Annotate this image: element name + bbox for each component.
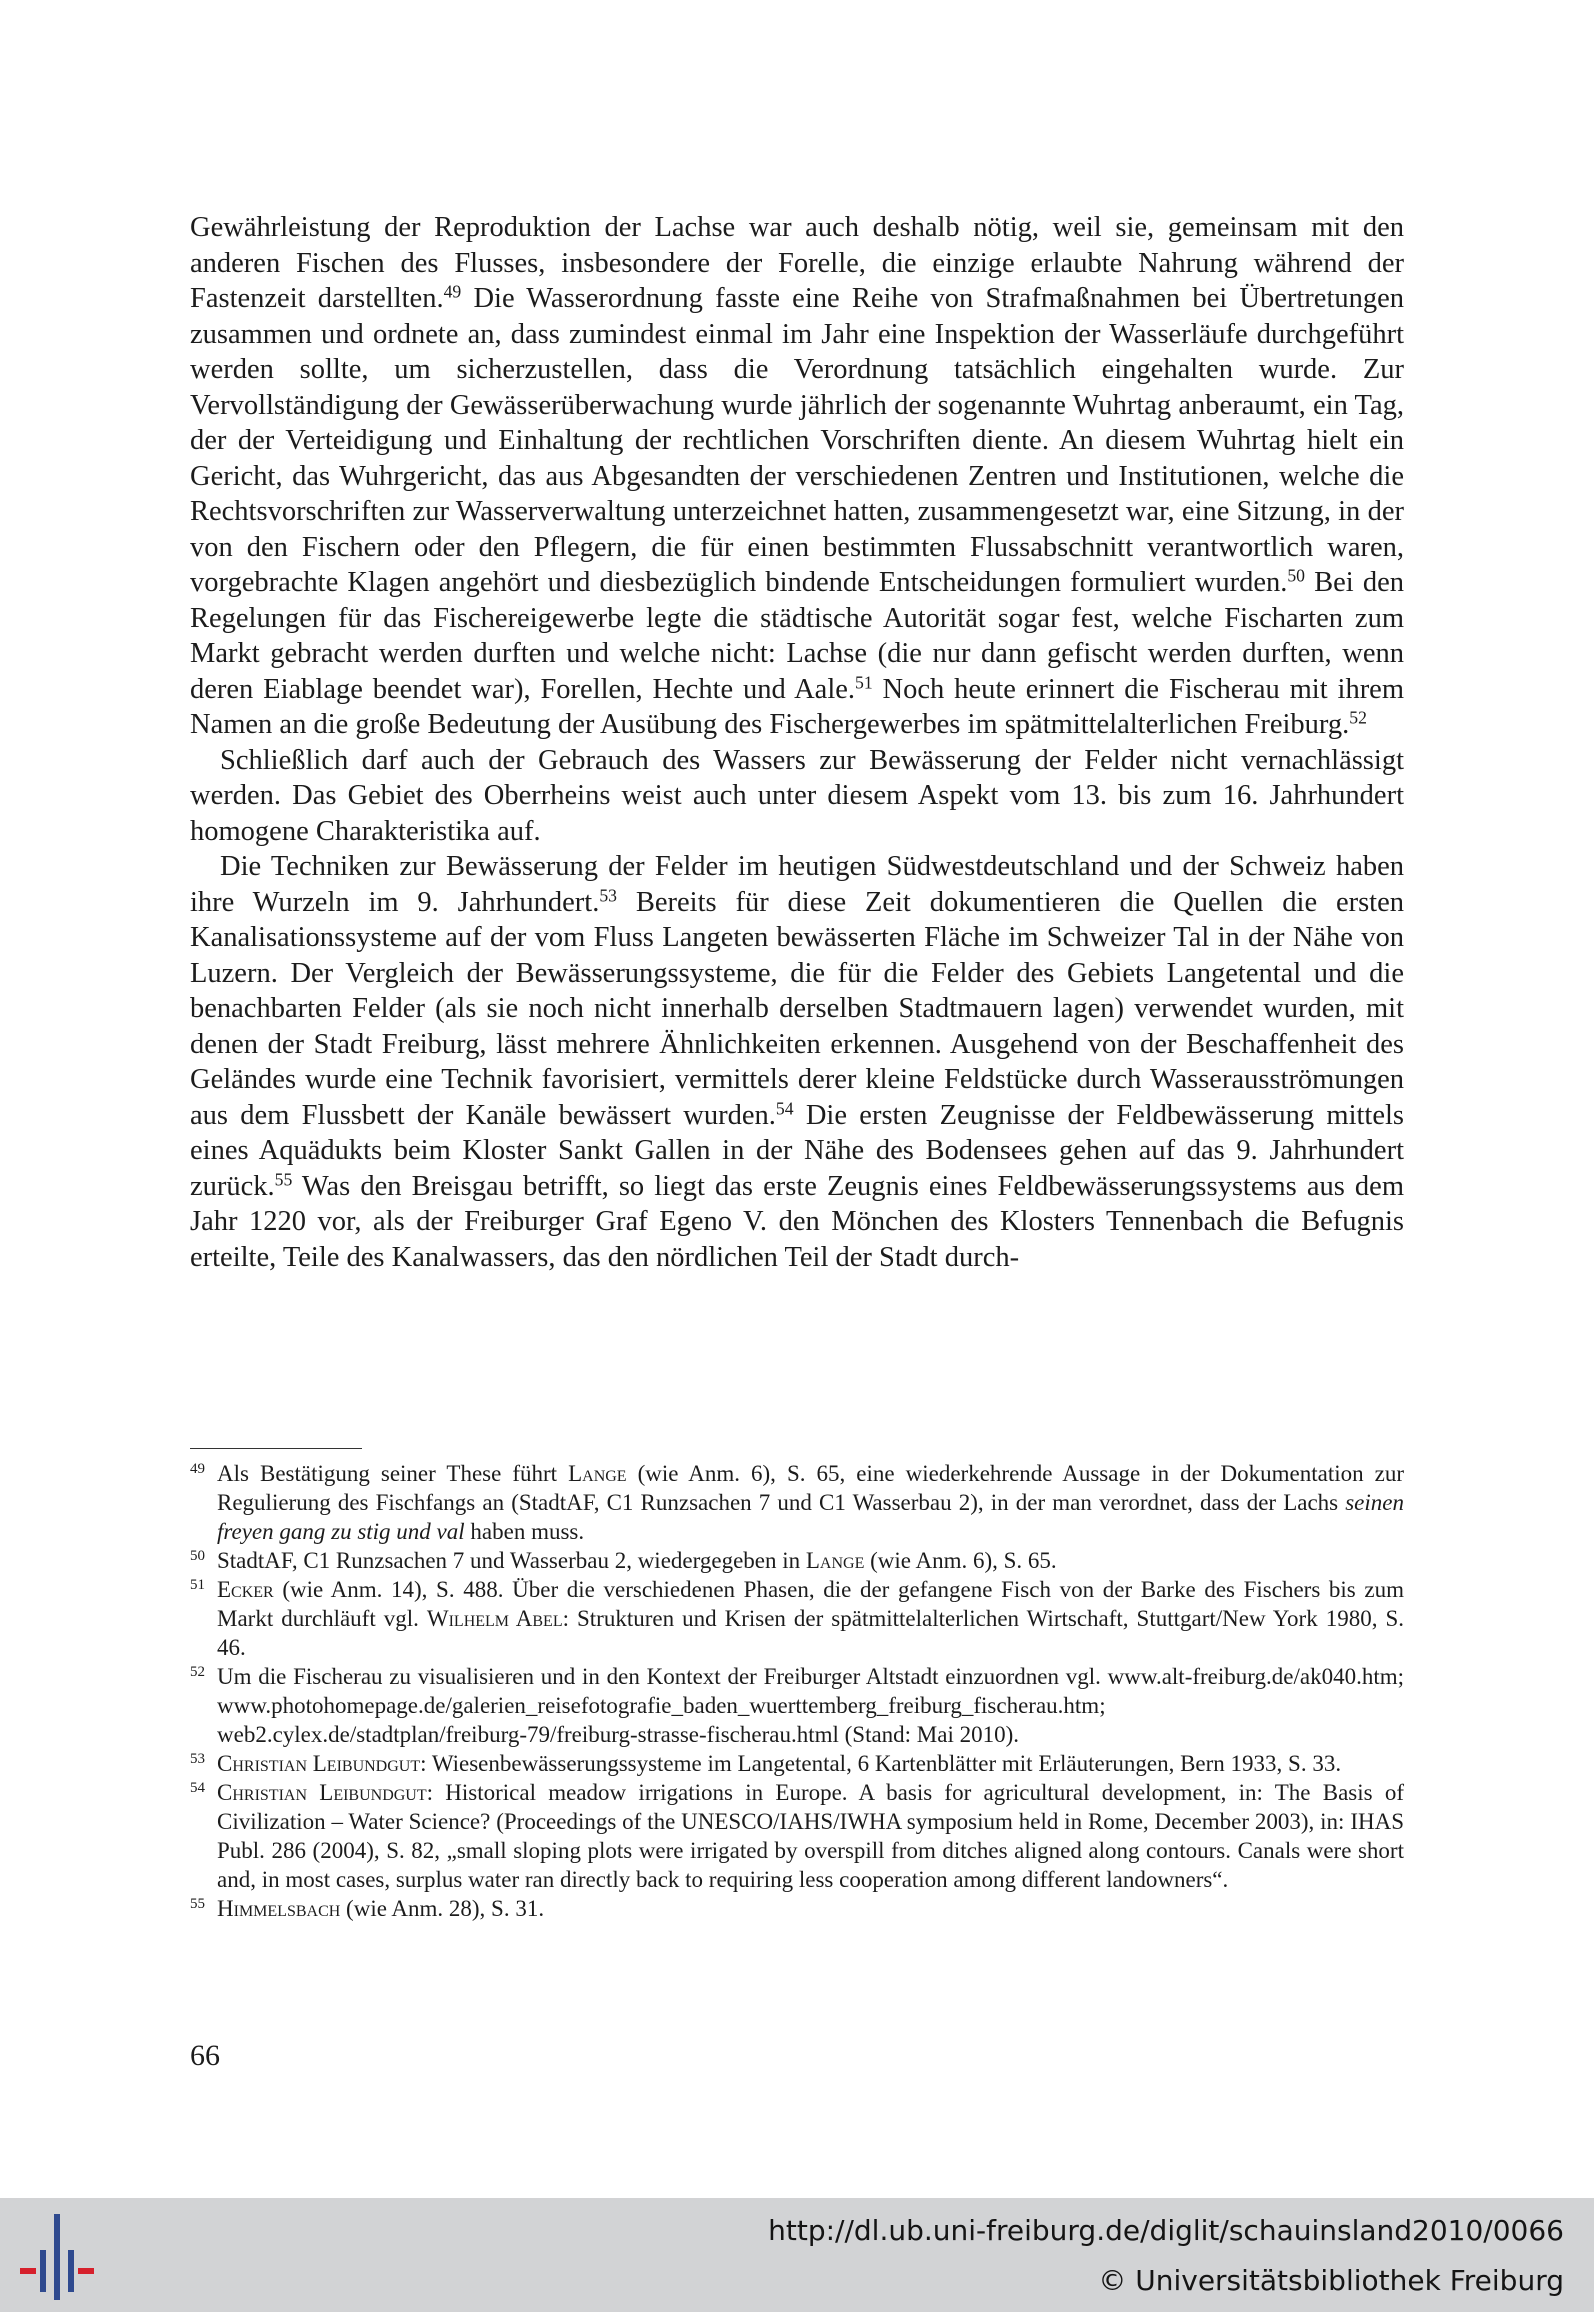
text-run: StadtAF, C1 Runzsachen 7 und Wasserbau 2, wiedergegeben in bbox=[217, 1548, 806, 1573]
text-run: (wie Anm. 6), S. 65. bbox=[864, 1548, 1057, 1573]
text-run: Bei den Regelungen für das Fischereigewerbe legte die städtische Autorität sogar fest, welche Fischarten zum Markt gebracht werden durften und welche nicht: Lachse (die nur dann gefischt werden durften, wenn deren Eiablage beendet war), Forellen, Hechte und Aale. bbox=[190, 567, 1404, 705]
footnote-reference: 53 bbox=[599, 884, 617, 905]
text-run: Gewährleistung der Reproduktion der Lachse war auch deshalb nötig, weil sie, gemeinsam mit den anderen Fischen des Flusses, insbesondere der Forelle, die einzige erlaubte Nahrung während der Fastenzeit darstellten. bbox=[190, 212, 1404, 314]
footnote-reference: 54 bbox=[775, 1097, 794, 1118]
quoted-phrase: seinen freyen gang zu stig und val bbox=[217, 1490, 1404, 1544]
footnote-number: 51 bbox=[190, 1577, 205, 1593]
author-name: Himmelsbach bbox=[217, 1896, 341, 1921]
text-run: Als Bestätigung seiner These führt bbox=[217, 1461, 569, 1486]
logo-bar bbox=[20, 2268, 36, 2274]
text-run: Schließlich darf auch der Gebrauch des Wassers zur Bewässerung der Felder nicht vernachlässigt werden. Das Gebiet des Oberrheins weist auch unter diesem Aspekt vom 13. bis zum 16. Jahrhundert homogene Charakteristika auf. bbox=[190, 744, 1404, 847]
text-run: : Strukturen und Krisen der spätmittelalterlichen Wirtschaft, Stuttgart/New York 1980, S. 46. bbox=[217, 1606, 1404, 1660]
body-paragraph bbox=[190, 849, 1404, 1275]
text-run: (wie Anm. 6), S. 65, eine wiederkehrende Aussage in der Dokumentation zur Regulierung des Fischfangs an (StadtAF, C1 Runzsachen 7 und C1 Wasserbau 2), in der man verordnet, dass der Lachs bbox=[217, 1461, 1404, 1515]
text-run: Bereits für diese Zeit dokumentieren die Quellen die ersten Kanalisationssysteme auf der vom Fluss Langeten bewässerten Fläche im Schweizer Tal in der Nähe von Luzern. Der Vergleich der Bewässerungssysteme, die für die Felder des Gebiets Langetental und die benachbarten Felder (als sie noch nicht innerhalb derselben Stadtmauern lagen) verwendet wurden, mit denen der Stadt Freiburg, lässt mehrere Ähnlichkeiten erkennen. Ausgehend von der Beschaffenheit des Geländes wurde eine Technik favorisiert, vermittels derer kleine Feldstücke durch Wasserausströmungen aus dem Flussbett der Kanäle bewässert wurden. bbox=[190, 886, 1405, 1131]
text-run: Um die Fischerau zu visualisieren und in den Kontext der Freiburger Altstadt einzuordnen vgl. www.alt-freiburg.de/ak040.htm; www.photohomepage.de/galerien_reisefotografie_baden_wuerttemberg_freiburg_fischerau.htm; web2.cylex.de/stadtplan/freiburg-79/freiburg-strasse-fischerau.html (Stand: Mai 2010). bbox=[217, 1664, 1404, 1747]
text-run: Noch heute erinnert die Fischerau mit ihrem Namen an die große Bedeutung der Ausübung des Fischergewerbes im spätmittelalterlichen Freiburg. bbox=[190, 673, 1405, 740]
footnote bbox=[190, 1749, 1404, 1778]
logo-bar bbox=[40, 2250, 46, 2292]
body-paragraph bbox=[190, 210, 1404, 743]
author-name: Christian Leibundgut bbox=[217, 1780, 427, 1805]
footnote-reference: 55 bbox=[274, 1168, 293, 1189]
footnote bbox=[190, 1662, 1404, 1749]
author-name: Lange bbox=[805, 1548, 865, 1573]
footnote-number: 52 bbox=[190, 1664, 205, 1680]
footnotes bbox=[190, 1459, 1404, 1923]
author-name: Ecker bbox=[217, 1577, 274, 1602]
footnote-reference: 50 bbox=[1287, 565, 1305, 586]
footnote-reference: 49 bbox=[443, 281, 462, 302]
footer-url-link[interactable]: http://dl.ub.uni-freiburg.de/diglit/schauinsland2010/0066 bbox=[768, 2214, 1564, 2247]
footnote-number: 50 bbox=[190, 1548, 205, 1564]
author-name: Lange bbox=[568, 1461, 627, 1486]
footnote bbox=[190, 1575, 1404, 1662]
footer-copyright: © Universitätsbibliothek Freiburg bbox=[1098, 2264, 1564, 2297]
footnote bbox=[190, 1894, 1404, 1923]
footnote-number: 49 bbox=[190, 1461, 205, 1477]
body-text bbox=[190, 210, 1404, 1275]
footer-bar bbox=[0, 2198, 1594, 2312]
text-run: (wie Anm. 28), S. 31. bbox=[340, 1896, 545, 1921]
footnote-reference: 52 bbox=[1349, 707, 1367, 728]
footnote-separator bbox=[190, 1448, 362, 1449]
footnote bbox=[190, 1778, 1404, 1894]
text-run: (wie Anm. 14), S. 488. Über die verschiedenen Phasen, die der gefangene Fisch von der Barke des Fischers bis zum Markt durchläuft vgl. bbox=[217, 1577, 1404, 1631]
footnote bbox=[190, 1459, 1404, 1546]
text-run: Die Techniken zur Bewässerung der Felder im heutigen Südwestdeutschland und der Schweiz haben ihre Wurzeln im 9. Jahrhundert. bbox=[190, 851, 1404, 918]
footnote-reference: 51 bbox=[855, 671, 873, 692]
logo-bar bbox=[78, 2268, 94, 2274]
text-run: : Wiesenbewässerungssysteme im Langetental, 6 Kartenblätter mit Erläuterungen, Bern 1933, S. 33. bbox=[420, 1751, 1342, 1776]
text-run: haben muss. bbox=[464, 1519, 585, 1544]
text-run: Was den Breisgau betrifft, so liegt das erste Zeugnis eines Feldbewässerungssystems aus dem Jahr 1220 vor, als der Freiburger Graf Egeno V. den Mönchen des Klosters Tennenbach die Befugnis erteilte, Teile des Kanalwassers, das den nördlichen Teil der Stadt durch- bbox=[190, 1170, 1404, 1273]
author-name: Wilhelm Abel bbox=[426, 1606, 563, 1631]
footnote-number: 55 bbox=[190, 1896, 205, 1912]
text-run: Die Wasserordnung fasste eine Reihe von Strafmaßnahmen bei Übertretungen zusammen und ordnete an, dass zumindest einmal im Jahr eine Inspektion der Wasserläufe durchgeführt werden sollte, um sicherzustellen, dass die Verordnung tatsächlich eingehalten wurde. Zur Vervollständigung der Gewässerüberwachung wurde jährlich der sogenannte Wuhrtag anberaumt, ein Tag, der der Verteidigung und Einhaltung der rechtlichen Vorschriften diente. An diesem Wuhrtag hielt ein Gericht, das Wuhrgericht, das aus Abgesandten der verschiedenen Zentren und Institutionen, welche die Rechtsvorschriften zur Wasserverwaltung unterzeichnet hatten, zusammengesetzt war, eine Sitzung, in der von den Fischern oder den Pflegern, die für einen bestimmten Flussabschnitt verantwortlich waren, vorgebrachte Klagen angehört und diesbezüglich bindende Entscheidungen formuliert wurden. bbox=[190, 283, 1405, 598]
text-run: Die ersten Zeugnisse der Feldbewässerung mittels eines Aquädukts beim Kloster Sankt Gallen in der Nähe des Bodensees gehen auf das 9. Jahrhundert zurück. bbox=[190, 1099, 1404, 1202]
logo-bar bbox=[68, 2250, 74, 2292]
page-number: 66 bbox=[190, 2039, 220, 2072]
footnote bbox=[190, 1546, 1404, 1575]
body-paragraph bbox=[190, 743, 1404, 850]
logo-bar bbox=[54, 2214, 60, 2300]
footnote-number: 53 bbox=[190, 1751, 205, 1767]
footnote-number: 54 bbox=[190, 1780, 205, 1796]
library-logo-icon bbox=[20, 2214, 100, 2300]
author-name: Christian Leibundgut bbox=[217, 1751, 421, 1776]
text-run: : Historical meadow irrigations in Europe. A basis for agricultural development, in: The Basis of Civilization – Water Science? (Proceedings of the UNESCO/IAHS/IWHA symposium held in Rome, December 2003), in: IHAS Publ. 286 (2004), S. 82, „small sloping plots were irrigated by overspill from ditches aligned along contours. Canals were short and, in most cases, surplus water ran directly back to requiring less cooperation among different landowners“. bbox=[217, 1780, 1404, 1892]
